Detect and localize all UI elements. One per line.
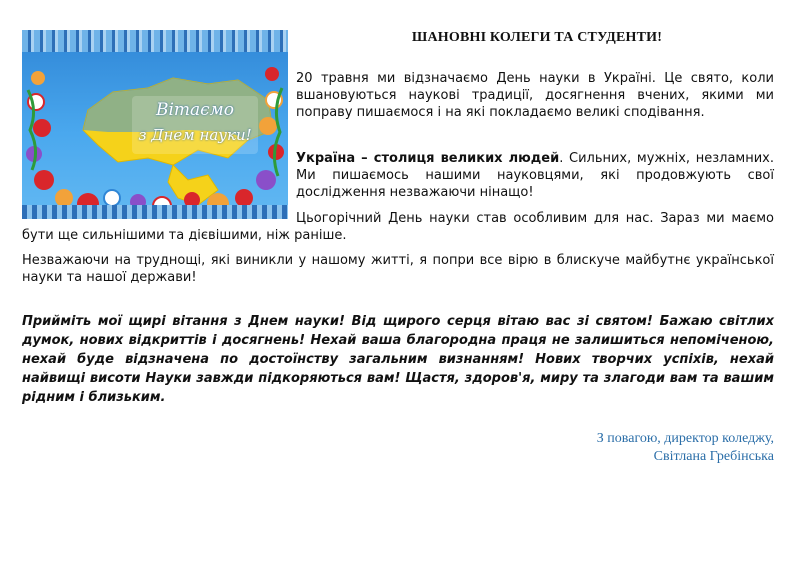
signature-line-2: Світлана Гребінська (653, 449, 774, 464)
paragraph-2 (296, 150, 774, 201)
paragraph-1: 20 травня ми відзначаємо День науки в Україні. Це свято, коли вшановуються наукові традиції, досягнення вчених, якими ми поправу пишаємося і на які покладаємо великі сподівання. (296, 71, 774, 120)
wishes-paragraph: Прийміть мої щирі вітання з Днем науки! Від щирого серця вітаю вас зі святом! Бажаю світлих думок, нових відкриттів і досягнень! Нехай ваша благородна праця не залишиться непоміченою, нехай буде відзначена по достоїнству загальним визнанням! Нових творчих успіхів, нехай найвищі висоти Науки завжди підкоряються вам! Щастя, здоров'я, миру та злагоди вам та вашим рідним і близьким. (22, 314, 774, 405)
paragraph-3: Цьогорічний День науки став особливим для нас. Зараз ми маємо бути ще сильнішими та дієвішими, ніж раніше. (22, 211, 774, 243)
paragraph-2-bold: Україна – столиця великих людей (296, 151, 560, 166)
signature-line-1: З повагою, директор коледжу, (596, 431, 774, 446)
paragraph-4: Незважаючи на труднощі, які виникли у нашому житті, я попри все вірю в блискуче майбутнє української науки та нашої держави! (22, 253, 774, 285)
left-flower-garland (26, 71, 120, 215)
greeting-line-1: Вітаємо (155, 100, 235, 120)
right-flower-garland (130, 67, 284, 215)
greeting-line-2: з Днем науки! (138, 126, 252, 144)
letter-title: ШАНОВНІ КОЛЕГИ ТА СТУДЕНТИ! (411, 30, 663, 45)
greeting-card-image (22, 30, 288, 219)
signature-block (597, 430, 774, 466)
paragraph-2-rest: . Сильних, мужніх, незламних. Ми пишаємось нашими науковцями, які продовжують свої дослідження незважаючи нінащо! (296, 151, 774, 200)
flower-ornament (22, 30, 288, 219)
